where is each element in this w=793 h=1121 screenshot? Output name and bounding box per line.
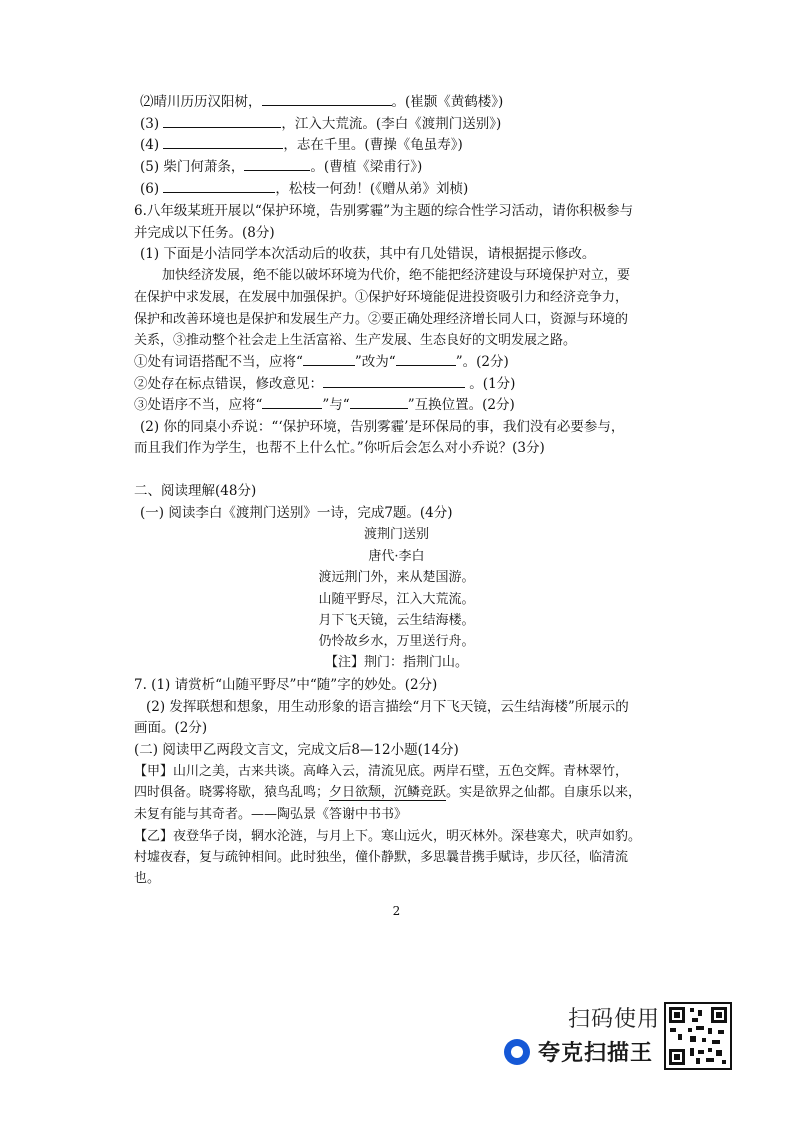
poem-line: 山随平野尽，江入大荒流。 bbox=[318, 592, 475, 607]
brand-name: 夸克扫描王 bbox=[538, 1041, 654, 1066]
section-heading: 二、阅读理解(48分) bbox=[134, 483, 257, 499]
q6-prompt: 6.八年级某班开展以“保护环境，告别雾霾”为主题的综合性学习活动，请你积极参与 bbox=[134, 203, 634, 219]
scan-label: 扫码使用 bbox=[568, 1007, 661, 1032]
poem-note: 【注】荆门：指荆门山。 bbox=[324, 655, 468, 670]
fill-line-5: (5) 柴门何萧条， 。(曹植《梁甫行》) bbox=[140, 159, 423, 175]
underlined-phrase: 夕日欲颓，沉鳞竞跃 bbox=[329, 785, 447, 800]
answer-blank[interactable] bbox=[163, 135, 283, 149]
q6-2-prompt: (2) 你的同桌小乔说：“‘保护环境，告别雾霾’是环保局的事，我们没有必要参与， bbox=[140, 419, 625, 435]
answer-blank[interactable] bbox=[262, 395, 322, 409]
answer-blank[interactable] bbox=[163, 179, 275, 193]
poem-title: 渡荆门送别 bbox=[363, 527, 429, 542]
brand-watermark bbox=[504, 1036, 653, 1067]
q6-prompt-cont: 并完成以下任务。(8分) bbox=[134, 225, 275, 241]
qr-code-icon[interactable] bbox=[664, 1002, 732, 1070]
classical-text-yi: 也。 bbox=[134, 871, 161, 886]
q6-1-item1: ①处有词语搭配不当，应将“ ”改为“ ”。(2分) bbox=[134, 354, 509, 370]
answer-blank[interactable] bbox=[244, 157, 310, 171]
q7-2-prompt-cont: 画面。(2分) bbox=[134, 720, 208, 736]
passage-line: 加快经济发展，绝不能以破坏环境为代价，绝不能把经济建设与环境保护对立，要 bbox=[162, 268, 631, 283]
poem-line: 仍怜故乡水，万里送行舟。 bbox=[318, 634, 475, 649]
poem-line: 月下飞天镜，云生结海楼。 bbox=[318, 613, 475, 628]
subsection-heading: (一) 阅读李白《渡荆门送别》一诗，完成7题。(4分) bbox=[140, 505, 453, 521]
classical-text-yi: 【乙】夜登华子岗，辋水沦涟，与月上下。寒山远火，明灭林外。深巷寒犬，吠声如豹。 bbox=[134, 829, 642, 844]
passage-line: 关系，③推动整个社会走上生活富裕、生产发展、生态良好的文明发展之路。 bbox=[134, 333, 577, 348]
page-number: 2 bbox=[392, 904, 401, 918]
poem-line: 渡远荆门外，来从楚国游。 bbox=[318, 570, 475, 585]
classical-text-jia: 四时俱备。晓雾将歇，猿鸟乱鸣；夕日欲颓，沉鳞竞跃。实是欲界之仙都。自康乐以来， bbox=[134, 785, 642, 800]
fill-line-6: (6) ，松枝一何劲！(《赠从弟》刘桢) bbox=[140, 181, 469, 197]
fill-line-4: (4) ，志在千里。(曹操《龟虽寿》) bbox=[140, 137, 463, 153]
subsection-heading: (二) 阅读甲乙两段文言文，完成文后8—12小题(14分) bbox=[134, 742, 459, 758]
q7-2-prompt: (2) 发挥联想和想象，用生动形象的语言描绘“月下飞天镜，云生结海楼”所展示的 bbox=[146, 699, 629, 715]
brand-logo-icon bbox=[504, 1039, 530, 1065]
q6-1-item2: ②处存在标点错误，修改意见： 。(1分) bbox=[134, 376, 516, 392]
classical-text-jia: 【甲】山川之美，古来共谈。高峰入云，清流见底。两岸石壁，五色交辉。青林翠竹， bbox=[134, 764, 629, 779]
classical-text-yi: 村墟夜舂，复与疏钟相间。此时独坐，僮仆静默，多思曩昔携手赋诗，步仄径，临清流 bbox=[134, 850, 629, 865]
classical-text-jia: 未复有能与其奇者。——陶弘景《答谢中书书》 bbox=[134, 807, 408, 822]
q6-2-prompt-cont: 而且我们作为学生，也帮不上什么忙。”你听后会怎么对小乔说？(3分) bbox=[134, 440, 545, 456]
poem-author: 唐代·李白 bbox=[368, 549, 425, 564]
q7-1-prompt: 7. (1) 请赏析“山随平野尽”中“随”字的妙处。(2分) bbox=[134, 677, 438, 693]
answer-blank[interactable] bbox=[262, 92, 392, 106]
answer-blank[interactable] bbox=[396, 352, 456, 366]
answer-blank[interactable] bbox=[163, 114, 281, 128]
answer-blank[interactable] bbox=[350, 395, 408, 409]
passage-line: 保护和改善环境也是保护和发展生产力。②要正确处理经济增长同人口，资源与环境的 bbox=[134, 312, 629, 327]
answer-blank[interactable] bbox=[323, 374, 465, 388]
q6-1-prompt: (1) 下面是小洁同学本次活动后的收获，其中有几处错误，请根据提示修改。 bbox=[140, 246, 596, 262]
answer-blank[interactable] bbox=[303, 352, 355, 366]
q6-1-item3: ③处语序不当，应将“ ”与“ ”互换位置。(2分) bbox=[134, 397, 515, 413]
fill-line-2: ⑵晴川历历汉阳树， 。(崔颢《黄鹤楼》) bbox=[140, 94, 504, 110]
fill-line-3: (3) ，江入大荒流。(李白《渡荆门送别》) bbox=[140, 116, 502, 132]
passage-line: 在保护中求发展，在发展中加强保护。①保护好环境能促进投资吸引力和经济竞争力， bbox=[134, 290, 629, 305]
